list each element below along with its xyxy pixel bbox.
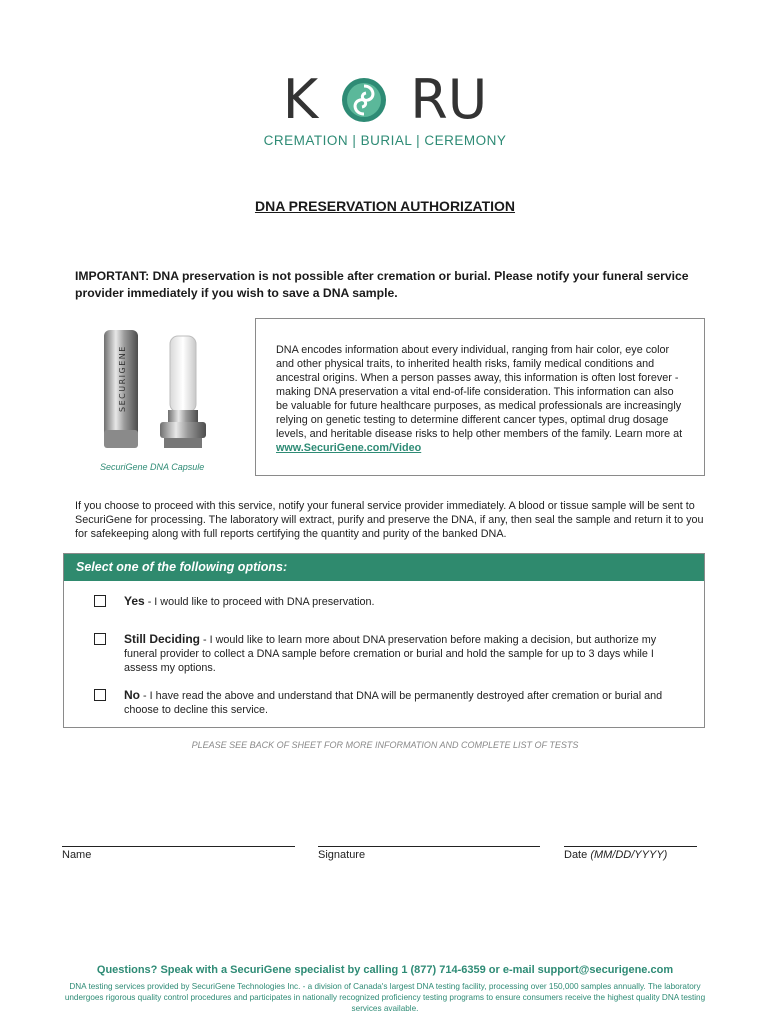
logo-tagline: CREMATION | BURIAL | CEREMONY xyxy=(263,133,507,148)
option-yes-description: - I would like to proceed with DNA preservation. xyxy=(144,596,375,608)
logo-letter-k: K xyxy=(282,68,319,131)
option-still-deciding-text xyxy=(124,632,674,675)
signature-label: Signature xyxy=(318,849,366,861)
no-checkbox[interactable] xyxy=(94,689,106,701)
option-still-deciding xyxy=(94,632,674,678)
signature-line[interactable] xyxy=(318,846,540,847)
option-still-deciding-label: Still Deciding xyxy=(124,632,201,646)
koru-logo xyxy=(0,70,770,130)
option-still-deciding-description: - I would like to learn more about DNA preservation before making a decision, but authorize my funeral provider to collect a DNA sample before cremation or burial and hold the sample for up to 3 days while I assess my options. xyxy=(124,634,657,674)
capsule-caption: SecuriGene DNA Capsule xyxy=(100,462,205,472)
proceed-paragraph: If you choose to proceed with this service, notify your funeral service provider immediately. A blood or tissue sample will be sent to SecuriGene for processing. The laboratory will extract, purify and preserve the DNA, if any, then seal the sample and return it to you for safekeeping along with full reports certifying the quantity and purity of the banked DNA. xyxy=(75,500,704,540)
option-no xyxy=(94,688,674,720)
dna-info-text xyxy=(276,343,686,455)
date-label-wrap xyxy=(564,849,667,861)
date-label: Date xyxy=(564,849,588,861)
dna-info-body: DNA encodes information about every individual, ranging from hair color, eye color and other physical traits, to inherited health risks, family medical conditions and ancestral origins. When a person passes away, this information is often lost forever - making DNA preservation a vital end-of-life consideration. This information can also be valuable for future healthcare purposes, as medical professionals are increasingly relying on genetic testing to determine different cancer types, optimal drug dosage levels, and heritable disease risks to help other members of the family. Learn more at xyxy=(276,344,683,440)
name-line[interactable] xyxy=(62,846,295,847)
date-format: (MM/DD/YYYY) xyxy=(590,849,668,861)
capsule-brand-text: SECURIGENE xyxy=(118,345,127,412)
option-no-label: No xyxy=(124,688,140,702)
options-header: Select one of the following options: xyxy=(64,554,704,581)
important-notice: IMPORTANT: DNA preservation is not possible after cremation or burial. Please notify your funeral service provider immediately if you wish to save a DNA sample. xyxy=(75,269,689,300)
options-panel xyxy=(63,553,705,728)
questions-contact: Questions? Speak with a SecuriGene specialist by calling 1 (877) 714-6359 or e-mail support@securigene.com xyxy=(96,964,674,976)
option-yes-text xyxy=(124,594,674,609)
koru-swirl-icon xyxy=(340,76,388,124)
option-yes xyxy=(94,594,674,614)
option-no-text xyxy=(124,688,674,717)
option-yes-label: Yes xyxy=(124,594,145,608)
page-title: DNA PRESERVATION AUTHORIZATION xyxy=(254,198,516,214)
date-line[interactable] xyxy=(564,846,697,847)
dna-info-box xyxy=(255,318,705,476)
see-back-note: PLEASE SEE BACK OF SHEET FOR MORE INFORMATION AND COMPLETE LIST OF TESTS xyxy=(191,740,579,750)
securigene-video-link[interactable]: www.SecuriGene.com/Video xyxy=(276,442,422,454)
dna-capsule-image xyxy=(90,322,240,462)
footnote: DNA testing services provided by SecuriGene Technologies Inc. - a division of Canada's largest DNA testing facility, processing over 150,000 samples annually. The laboratory undergoes rigorous quality control procedures and participates in nationally recognized proficiency testing programs to ensure consumers receive the highest quality DNA testing services available. xyxy=(64,982,706,1013)
logo-letters-ru: RU xyxy=(410,68,488,131)
yes-checkbox[interactable] xyxy=(94,595,106,607)
option-no-description: - I have read the above and understand that DNA will be permanently destroyed after cremation or burial and choose to decline this service. xyxy=(124,690,663,716)
still-deciding-checkbox[interactable] xyxy=(94,633,106,645)
name-label: Name xyxy=(62,849,92,861)
